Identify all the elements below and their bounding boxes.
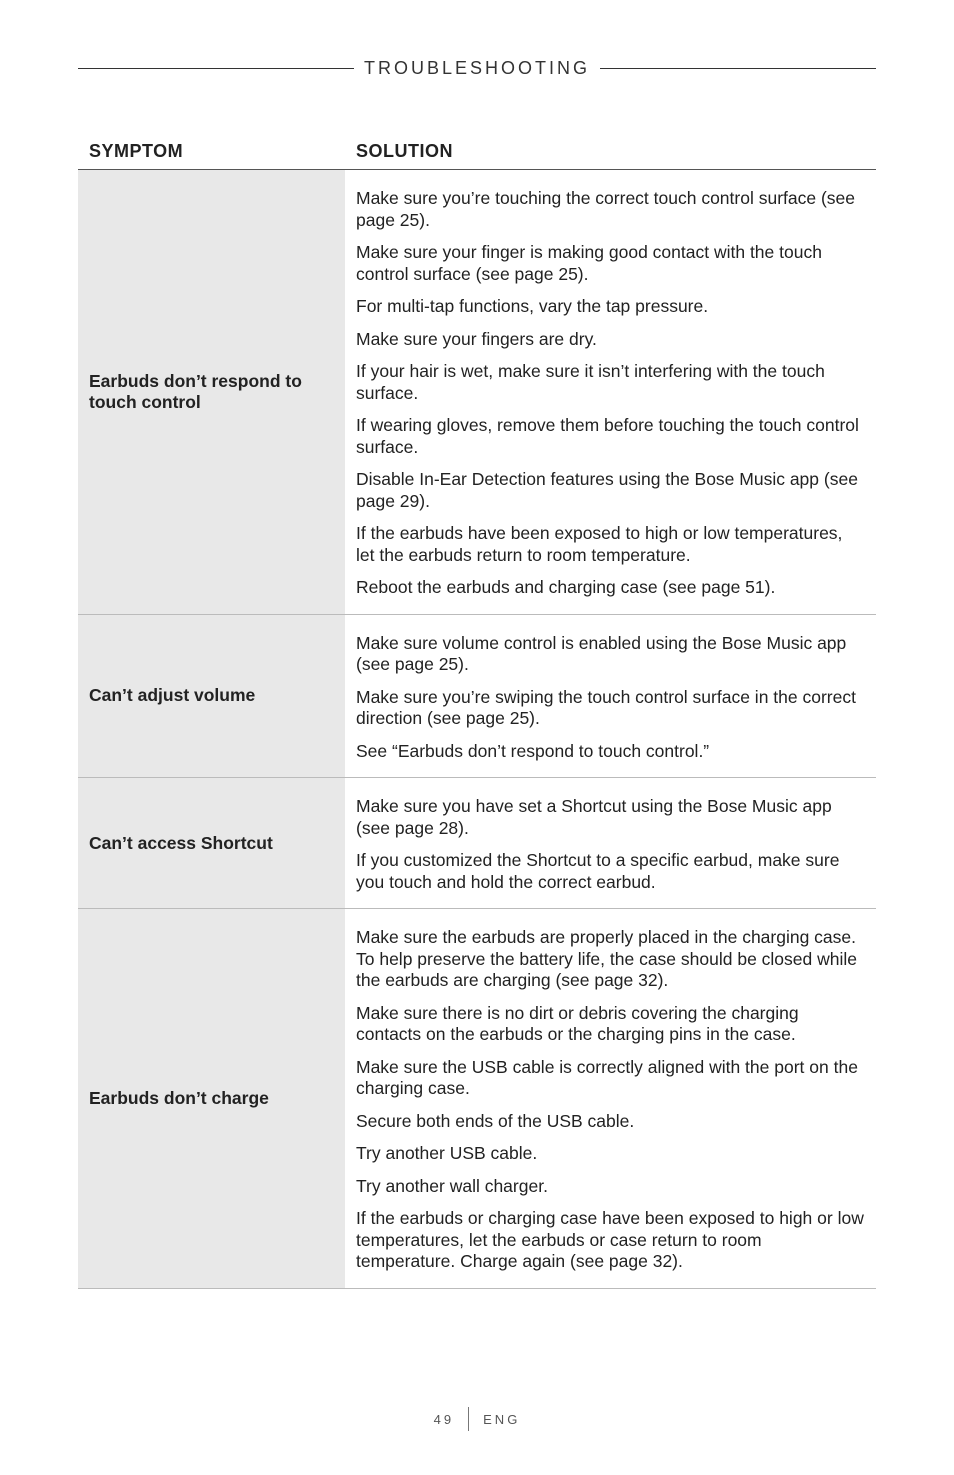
solution-cell [345,615,876,778]
table-row [78,909,876,1289]
solution-item: If the earbuds have been exposed to high or low temperatures, let the earbuds return to room temperature. [356,523,843,565]
page-number: 49 [433,1411,455,1427]
solution-item: If wearing gloves, remove them before touching the touch control surface. [356,415,859,457]
table-header [78,138,876,170]
header-rule-right [600,68,876,69]
table-row [78,778,876,909]
solution-cell [345,909,876,1288]
solution-item: Make sure your fingers are dry. [356,328,597,349]
solution-item: Secure both ends of the USB cable. [356,1110,635,1131]
solution-item: See “Earbuds don’t respond to touch control.” [356,740,710,761]
solution-item: Make sure you’re swiping the touch control surface in the correct direction (see page 25). [356,686,856,728]
solution-cell [345,170,876,614]
solution-item: Make sure you have set a Shortcut using the Bose Music app (see page 28). [356,796,832,838]
solution-item: Try another USB cable. [356,1143,538,1163]
troubleshooting-table [78,170,876,1289]
symptom-cell: Earbuds don’t respond to touch control [78,170,345,614]
section-header [78,55,876,81]
solution-item: If you customized the Shortcut to a specific earbud, make sure you touch and hold the correct earbud. [356,850,840,892]
table-row [78,170,876,615]
solution-item: Make sure the USB cable is correctly aligned with the port on the charging case. [356,1056,858,1098]
header-rule-left [78,68,354,69]
solution-item: Make sure volume control is enabled using the Bose Music app (see page 25). [356,632,847,674]
section-title: TROUBLESHOOTING [363,57,591,78]
page-footer [0,1406,954,1432]
symptom-cell: Earbuds don’t charge [78,909,345,1288]
column-header-symptom: SYMPTOM [89,141,184,161]
footer-divider [468,1407,469,1431]
solution-item: Make sure the earbuds are properly placed in the charging case. To help preserve the battery life, the case should be closed while the earbuds are charging (see page 32). [356,927,857,990]
solution-item: Make sure your finger is making good contact with the touch control surface (see page 25). [356,242,822,284]
solution-item: Make sure you’re touching the correct touch control surface (see page 25). [356,188,855,230]
solution-item: Disable In-Ear Detection features using the Bose Music app (see page 29). [356,469,858,511]
solution-item: If your hair is wet, make sure it isn’t interfering with the touch surface. [356,361,825,403]
solution-cell [345,778,876,908]
solution-item: Try another wall charger. [356,1175,548,1196]
column-header-solution: SOLUTION [356,141,453,161]
solution-item: If the earbuds or charging case have been exposed to high or low temperatures, let the earbuds or case return to room temperature. Charge again (see page 32). [356,1208,864,1271]
symptom-cell: Can’t access Shortcut [78,778,345,908]
solution-item: Reboot the earbuds and charging case (see page 51). [356,577,776,597]
solution-item: For multi-tap functions, vary the tap pressure. [356,296,709,316]
language-code: ENG [483,1411,521,1427]
symptom-cell: Can’t adjust volume [78,615,345,778]
table-row [78,615,876,779]
solution-item: Make sure there is no dirt or debris covering the charging contacts on the earbuds or the charging pins in the case. [356,1002,799,1044]
